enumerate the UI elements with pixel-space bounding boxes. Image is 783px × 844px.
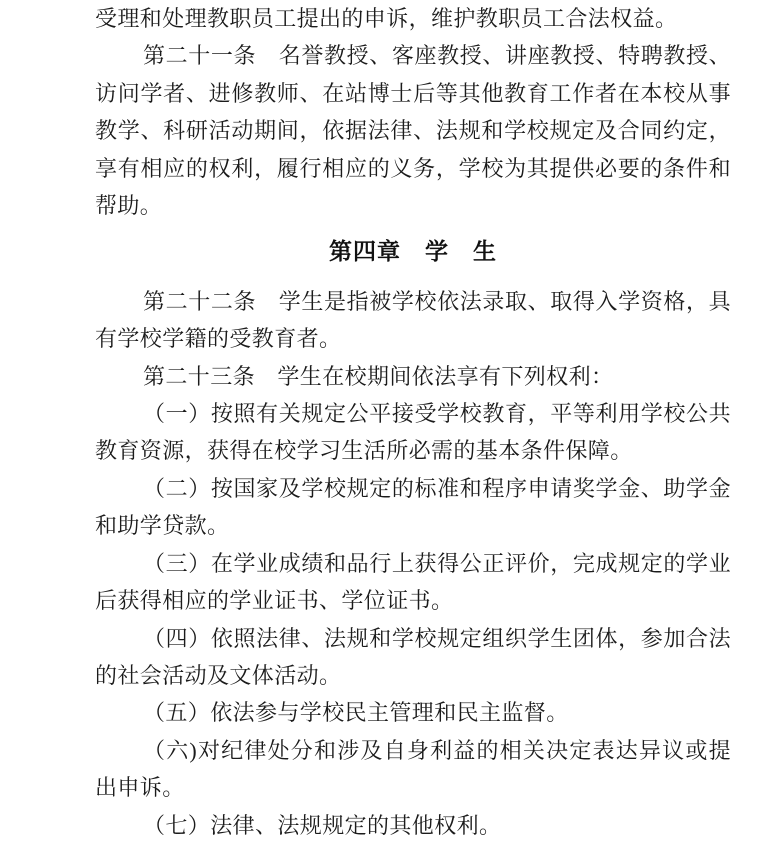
list-item-4: （四）依照法律、法规和学校规定组织学生团体，参加合法的社会活动及文体活动。: [95, 625, 731, 688]
list-item-6: （六)对纪律处分和涉及自身利益的相关决定表达异议或提出申诉。: [95, 737, 731, 801]
list-item-1: （一）按照有关规定公平接受学校教育，平等利用学校公共教育资源，获得在校学习生活所必需的基本条件保障。: [95, 401, 731, 464]
paragraph-article-22: 第二十二条 学生是指被学校依法录取、取得入学资格，具有学校学籍的受教育者。: [95, 288, 731, 352]
list-item-2: （二）按国家及学校规定的标准和程序申请奖学金、助学金和助学贷款。: [95, 475, 731, 539]
paragraph-article-21: 第二十一条 名誉教授、客座教授、讲座教授、特聘教授、访问学者、进修教师、在站博士后等其他教育工作者在本校从事教学、科研活动期间，依据法律、法规和学校规定及合同约定，享有相应的权利，履行相应的义务，学校为其提供必要的条件和帮助。: [95, 43, 731, 219]
list-item-7: （七）法律、法规规定的其他权利。: [143, 812, 502, 838]
paragraph-article-23: 第二十三条 学生在校期间依法享有下列权利：: [143, 363, 614, 389]
list-item-3: （三）在学业成绩和品行上获得公正评价，完成规定的学业后获得相应的学业证书、学位证书。: [95, 550, 731, 614]
list-item-5: （五）依法参与学校民主管理和民主监督。: [143, 700, 569, 726]
chapter-heading: 第四章 学 生: [329, 238, 497, 265]
paragraph-continuation: 受理和处理教职员工提出的申诉，维护教职员工合法权益。: [95, 6, 678, 31]
